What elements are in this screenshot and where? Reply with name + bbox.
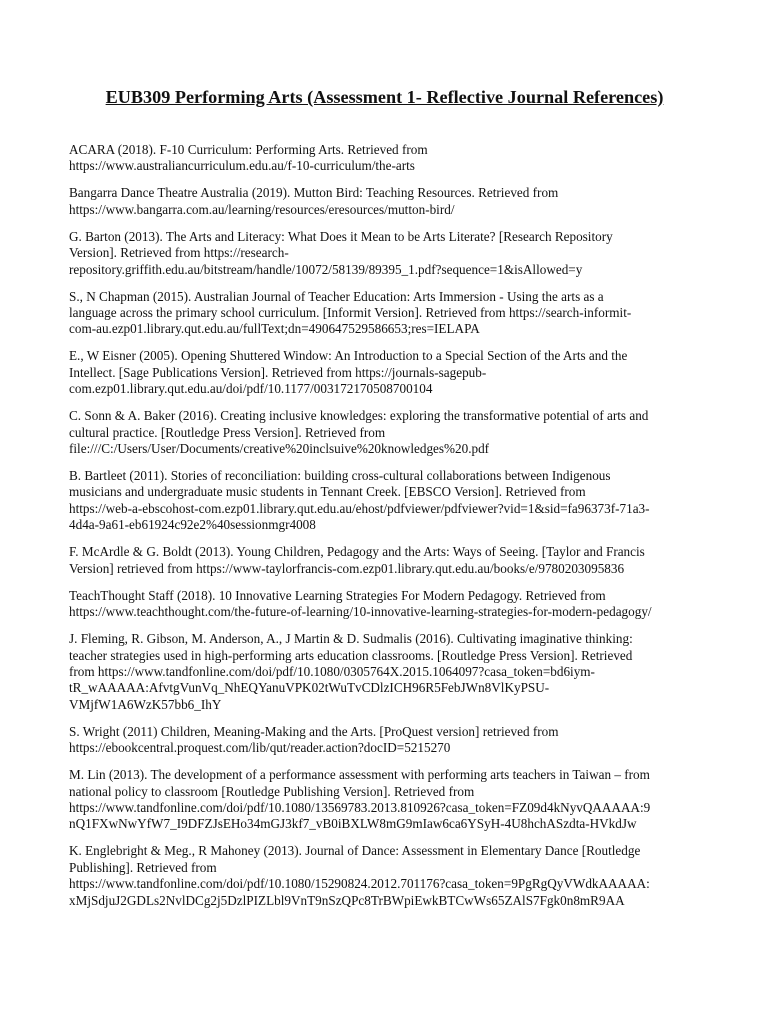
reference-line: xMjSdjuJ2GDLs2NvlDCg2j5DzlPIZLbl9VnT9nSzQPc8TrBWpiEwkBTCwWs65ZAlS7Fgk0n8mR9AA bbox=[69, 892, 625, 908]
reference-line: G. Barton (2013). The Arts and Literacy: What Does it Mean to be Arts Literate? [Research Repository bbox=[69, 228, 613, 244]
reference-line: M. Lin (2013). The development of a performance assessment with performing arts teachers in Taiwan – from bbox=[69, 767, 650, 783]
reference-entry bbox=[69, 348, 700, 397]
reference-line: com.ezp01.library.qut.edu.au/doi/pdf/10.1177/003172170508700104 bbox=[69, 381, 433, 397]
reference-line: https://www.teachthought.com/the-future-of-learning/10-innovative-learning-strategies-for-modern-pedagogy/ bbox=[69, 604, 652, 620]
reference-line: B. Bartleet (2011). Stories of reconciliation: building cross-cultural collaborations between Indigenous bbox=[69, 468, 611, 484]
reference-line: S. Wright (2011) Children, Meaning-Making and the Arts. [ProQuest version] retrieved from bbox=[69, 723, 559, 739]
reference-line: teacher strategies used in high-performing arts education classrooms. [Routledge Press Version]. Retrieved bbox=[69, 647, 633, 663]
reference-line: https://ebookcentral.proquest.com/lib/qut/reader.action?docID=5215270 bbox=[69, 740, 451, 756]
reference-line: cultural practice. [Routledge Press Version]. Retrieved from bbox=[69, 424, 386, 440]
reference-line: tR_wAAAAA:AfvtgVunVq_NhEQYanuVPK02tWuTvCDlzICH96R5FebJWn8VlKyPSU- bbox=[69, 680, 550, 696]
reference-line: VMjfW1A6WzK57bb6_IhY bbox=[69, 696, 222, 712]
reference-line: Version] retrieved from https://www-taylorfrancis-com.ezp01.library.qut.edu.au/books/e/9780203095836 bbox=[69, 560, 625, 576]
reference-entry bbox=[69, 544, 700, 577]
reference-line: https://www.australiancurriculum.edu.au/f-10-curriculum/the-arts bbox=[69, 158, 415, 174]
reference-line: https://www.tandfonline.com/doi/pdf/10.1080/15290824.2012.701176?casa_token=9PgRgQyVWdkAAAAA: bbox=[69, 876, 650, 892]
reference-line: repository.griffith.edu.au/bitstream/handle/10072/58139/89395_1.pdf?sequence=1&isAllowed=y bbox=[69, 261, 583, 277]
reference-line: C. Sonn & A. Baker (2016). Creating inclusive knowledges: exploring the transformative potential of arts and bbox=[69, 408, 649, 424]
reference-entry bbox=[69, 142, 700, 175]
reference-line: Version]. Retrieved from https://research- bbox=[69, 245, 289, 261]
reference-line: https://www.tandfonline.com/doi/pdf/10.1080/13569783.2013.810926?casa_token=FZ09d4kNyvQAAAAA:9 bbox=[69, 799, 651, 815]
reference-line: com-au.ezp01.library.qut.edu.au/fullText;dn=490647529586653;res=IELAPA bbox=[69, 321, 480, 337]
reference-line: from https://www.tandfonline.com/doi/pdf/10.1080/0305764X.2015.1064097?casa_token=bd6iym- bbox=[69, 663, 595, 679]
reference-line: file:///C:/Users/User/Documents/creative%20inclsuive%20knowledges%20.pdf bbox=[69, 441, 490, 457]
reference-list bbox=[69, 142, 700, 909]
reference-line: TeachThought Staff (2018). 10 Innovative Learning Strategies For Modern Pedagogy. Retrieved from bbox=[69, 587, 606, 603]
reference-line: nQ1FXwNwYfW7_I9DFZJsEHo34mGJ3kf7_vB0iBXLW8mG9mIaw6ca6YSyH-4U8hchASzdta-HVkdJw bbox=[69, 816, 637, 832]
reference-line: ACARA (2018). F-10 Curriculum: Performing Arts. Retrieved from bbox=[69, 142, 428, 157]
reference-line: https://www.bangarra.com.au/learning/resources/eresources/mutton-bird/ bbox=[69, 201, 455, 217]
document-title: EUB309 Performing Arts (Assessment 1- Reflective Journal References) bbox=[105, 87, 664, 107]
reference-entry bbox=[69, 767, 700, 833]
reference-line: S., N Chapman (2015). Australian Journal of Teacher Education: Arts Immersion - Using the arts as a bbox=[69, 288, 604, 304]
reference-line: F. McArdle & G. Boldt (2013). Young Children, Pedagogy and the Arts: Ways of Seeing. [Taylor and Francis bbox=[69, 544, 645, 560]
reference-line: E., W Eisner (2005). Opening Shuttered Window: An Introduction to a Special Section of the Arts and the bbox=[69, 348, 628, 364]
reference-line: musicians and undergraduate music students in Tennant Creek. [EBSCO Version]. Retrieved from bbox=[69, 484, 586, 500]
reference-line: Intellect. [Sage Publications Version]. Retrieved from https://journals-sagepub- bbox=[69, 364, 487, 380]
reference-entry bbox=[69, 468, 700, 534]
reference-entry bbox=[69, 631, 700, 713]
reference-entry bbox=[69, 843, 700, 909]
reference-line: national policy to classroom [Routledge Publishing Version]. Retrieved from bbox=[69, 783, 475, 799]
reference-line: language across the primary school curriculum. [Informit Version]. Retrieved from https://search-informit- bbox=[69, 305, 632, 321]
reference-line: https://web-a-ebscohost-com.ezp01.library.qut.edu.au/ehost/pdfviewer/pdfviewer?vid=1&sid=fa96373f-71a3- bbox=[69, 500, 650, 516]
reference-entry bbox=[69, 408, 700, 457]
reference-line: J. Fleming, R. Gibson, M. Anderson, A., J Martin & D. Sudmalis (2016). Cultivating imaginative thinking: bbox=[69, 631, 633, 647]
reference-entry bbox=[69, 588, 700, 621]
reference-line: 4d4a-9a61-eb61924c92e2%40sessionmgr4008 bbox=[69, 517, 316, 533]
reference-entry bbox=[69, 724, 700, 757]
reference-line: K. Englebright & Meg., R Mahoney (2013). Journal of Dance: Assessment in Elementary Dance [Routledge bbox=[69, 843, 641, 859]
reference-line: Bangarra Dance Theatre Australia (2019). Mutton Bird: Teaching Resources. Retrieved from bbox=[69, 185, 559, 201]
reference-line: Publishing]. Retrieved from bbox=[69, 859, 217, 875]
reference-entry bbox=[69, 185, 700, 218]
reference-entry bbox=[69, 289, 700, 338]
reference-entry bbox=[69, 229, 700, 278]
